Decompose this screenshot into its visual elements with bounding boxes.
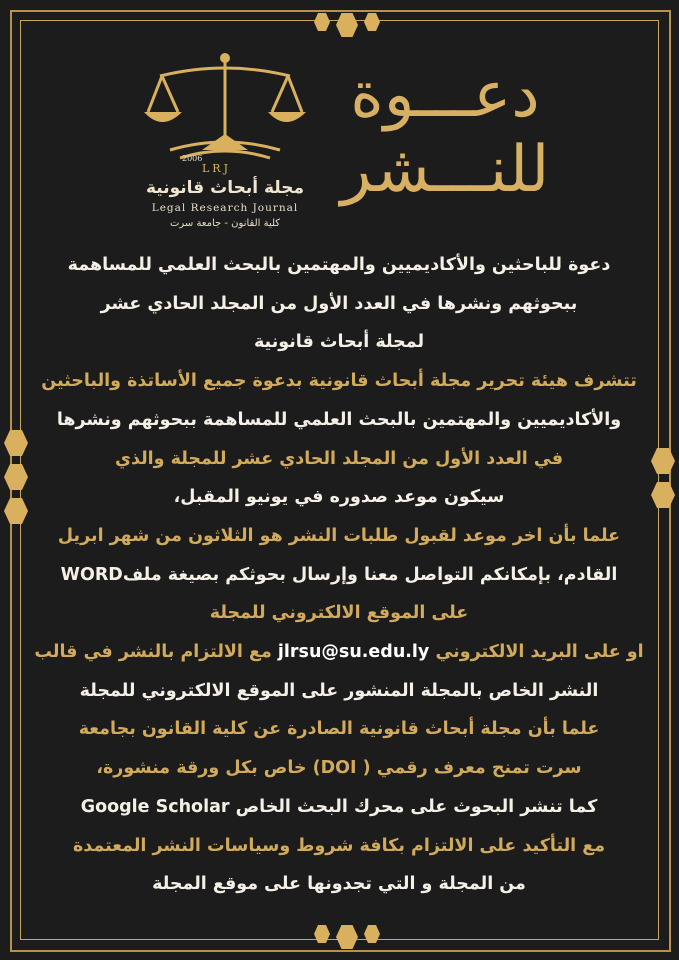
text-line: من المجلة و التي تجدونها على موقع المجلة [152,874,526,895]
announcement-body [28,246,650,904]
text-line: تتشرف هيئة تحرير مجلة أبحاث قانونية بدعوة جميع الأساتذة والباحثين [41,371,637,392]
email-line [28,633,650,672]
text-line: كما تنشر البحوث على محرك البحث الخاص Google Scholar [80,796,598,817]
hex-ornament-icon [336,925,358,949]
right-hex-ornament [651,448,675,508]
email-line-suffix: مع الالتزام بالنشر في قالب [34,642,272,663]
scales-of-justice-icon [140,50,310,175]
hex-ornament-icon [364,925,380,943]
text-line: سرت تمنح معرف رقمي ( DOI) خاص بكل ورقة منشورة، [96,758,582,779]
hex-ornament-icon [314,13,330,31]
hex-ornament-icon [4,464,28,490]
hex-ornament-icon [651,482,675,508]
journal-name-english: Legal Research Journal [151,202,299,214]
bottom-hex-ornament [314,925,380,949]
text-line: النشر الخاص بالمجلة المنشور على الموقع الالكتروني للمجلة [79,680,599,701]
text-line: علما بأن مجلة أبحاث قانونية الصادرة عن كلية القانون بجامعة [78,719,600,740]
text-line: ببحوثهم ونشرها في العدد الأول من المجلد الحادي عشر [100,293,578,314]
email-line-prefix: او على البريد الالكتروني [435,642,644,663]
text-line: دعوة للباحثين والأكاديميين والمهتمين بالبحث العلمي للمساهمة [67,255,611,275]
logo-year: 2006 [182,154,203,163]
hex-ornament-icon [4,498,28,524]
text-line: لمجلة أبحاث قانونية [253,332,425,353]
text-line: علما بأن اخر موعد لقبول طلبات النشر هو الثلاثون من شهر ابريل [57,525,621,546]
text-line: في العدد الأول من المجلد الحادي عشر للمجلة والذي [114,448,564,469]
hex-ornament-icon [364,13,380,31]
call-for-papers-title [300,60,590,210]
logo-abbreviation: LRJ [202,162,231,175]
title-line-1: دعـــوة [350,58,540,132]
journal-name-arabic: مجلة أبحاث قانونية [146,178,304,198]
hex-ornament-icon [4,430,28,456]
text-line: سيكون موعد صدوره في يونيو المقبل، [173,487,505,508]
journal-email: jlrsu@su.edu.ly [277,642,430,663]
faculty-name: كلية القانون - جامعة سرت [169,218,281,229]
journal-logo [140,50,310,240]
text-line: والأكاديميين والمهتمين بالبحث العلمي للمساهمة ببحوثهم ونشرها [56,409,622,430]
text-line: مع التأكيد على الالتزام بكافة شروط وسياسات النشر المعتمدة [72,835,606,856]
text-line: القادم، بإمكانكم التواصل معنا وإرسال بحوثكم بصيغة ملفWORD [60,564,618,585]
left-hex-ornament [4,430,28,524]
text-line: على الموقع الالكتروني للمجلة [209,603,469,624]
hex-ornament-icon [314,925,330,943]
title-line-2: للنـــشر [340,133,550,207]
hex-ornament-icon [336,13,358,37]
hex-ornament-icon [651,448,675,474]
top-hex-ornament [314,13,380,37]
